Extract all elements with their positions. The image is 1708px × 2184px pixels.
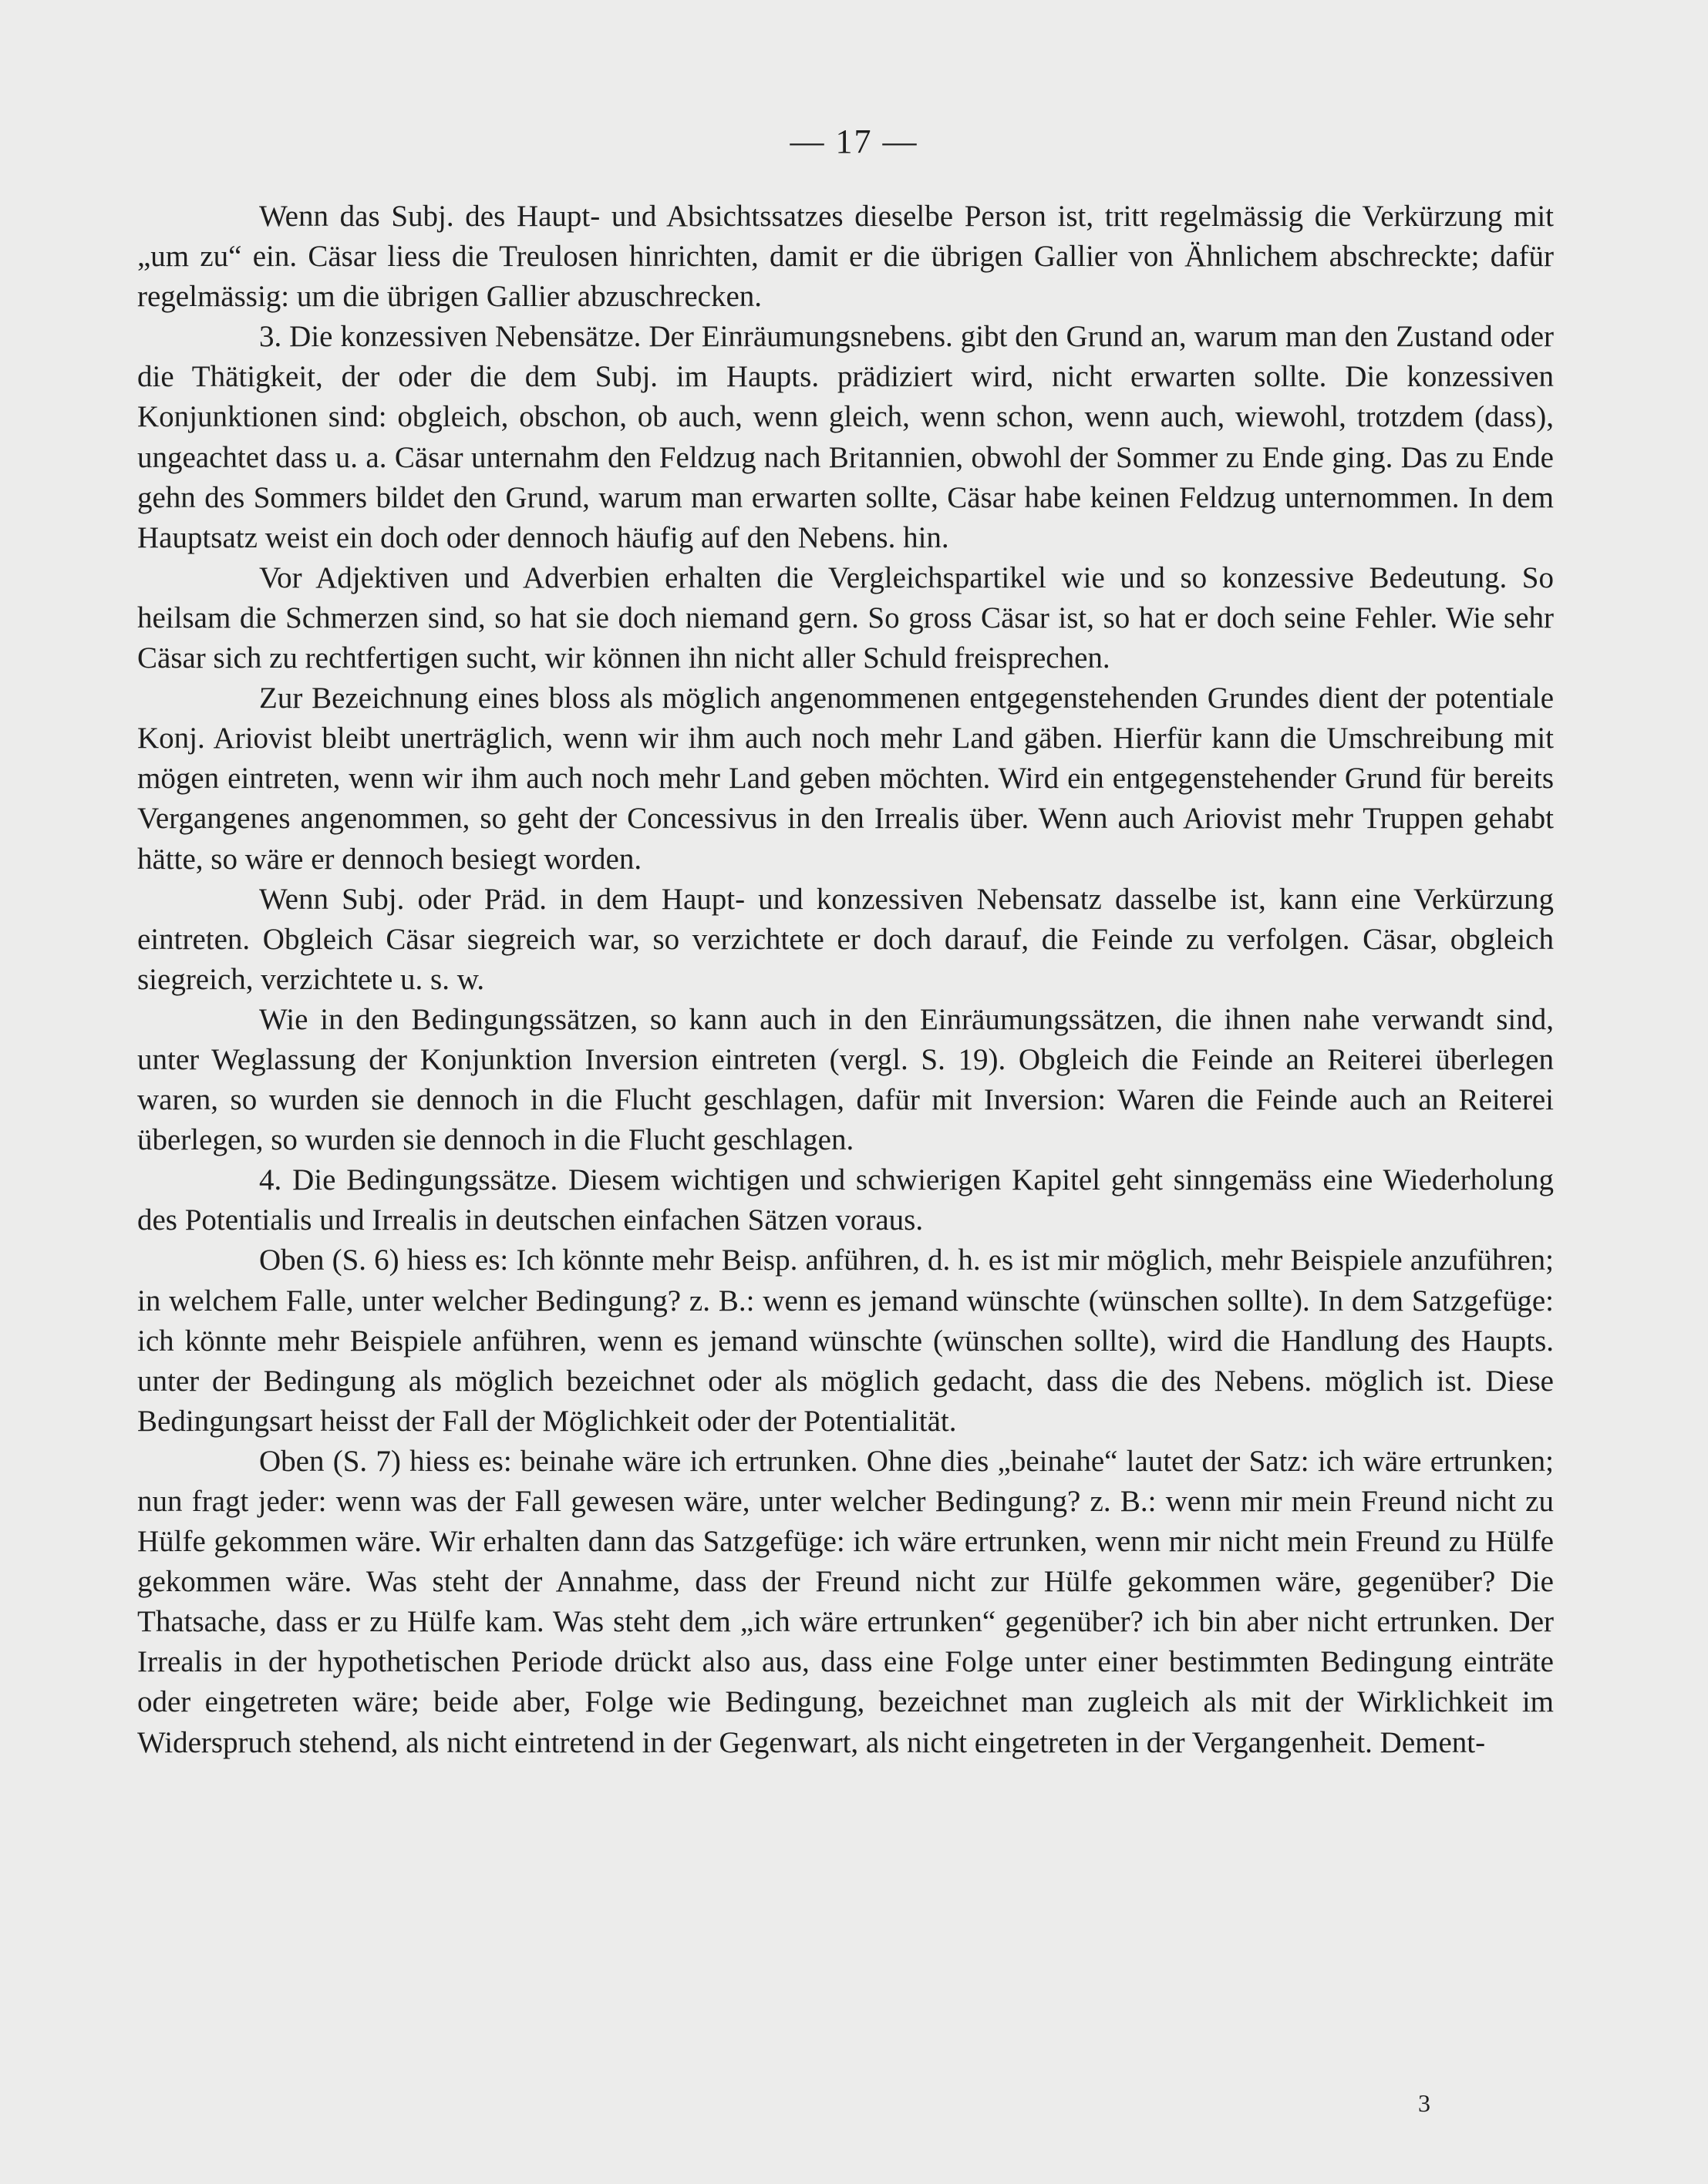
paragraph-concessive-shortening: Wenn Subj. oder Präd. in dem Haupt- und konzessiven Nebensatz dasselbe ist, kann eine Verkürzung eintreten. Obgleich Cäsar siegreich war, so verzichtete er doch darauf, die Feinde zu verfolgen. Cäsar, obgleich siegreich, verzichtete u. s. w.	[137, 882, 1554, 996]
body-text	[137, 197, 1554, 1763]
paragraph-concessive-clauses: 3. Die konzessiven Nebensätze. Der Einräumungsnebens. gibt den Grund an, warum man den Zustand oder die Thätigkeit, der oder die dem Subj. im Haupts. prädiziert wird, nicht erwarten sollte. Die konzessiven Konjunktionen sind: obgleich, obschon, ob auch, wenn gleich, wenn schon, wenn auch, wiewohl, trotzdem (dass), ungeachtet dass u. a. Cäsar unternahm den Feldzug nach Britannien, obwohl der Sommer zu Ende ging. Das zu Ende gehn des Sommers bildet den Grund, warum man erwarten sollte, Cäsar habe keinen Feldzug unternommen. In dem Hauptsatz weist ein doch oder dennoch häufig auf den Nebens. hin.	[137, 320, 1554, 554]
paragraph-conditional-clauses: 4. Die Bedingungssätze. Diesem wichtigen und schwierigen Kapitel geht sinngemäss eine Wiederholung des Potentialis und Irrealis in deutschen einfachen Sätzen voraus.	[137, 1163, 1554, 1237]
paragraph-potentialis: Oben (S. 6) hiess es: Ich könnte mehr Beisp. anführen, d. h. es ist mir möglich, mehr Beispiele anzuführen; in welchem Falle, unter welcher Bedingung? z. B.: wenn es jemand wünschte (wünschen sollte). In dem Satzgefüge: ich könnte mehr Beispiele anführen, wenn es jemand wünschte (wünschen sollte), wird die Handlung des Haupts. unter der Bedingung als möglich bezeichnet oder als möglich gedacht, dass die des Nebens. möglich ist. Diese Bedingungsart heisst der Fall der Möglichkeit oder der Potentialität.	[137, 1243, 1554, 1438]
signature-mark: 3	[1418, 2089, 1430, 2117]
paragraph-purpose-clause-shortening: Wenn das Subj. des Haupt- und Absichtssatzes dieselbe Person ist, tritt regelmässig die Verkürzung mit „um zu“ ein. Cäsar liess die Treulosen hinrichten, damit er die übrigen Gallier von Ähnlichem abschreckte; dafür regelmässig: um die übrigen Gallier abzuschrecken.	[137, 200, 1554, 314]
paragraph-irrealis: Oben (S. 7) hiess es: beinahe wäre ich ertrunken. Ohne dies „beinahe“ lautet der Satz: ich wäre ertrunken; nun fragt jeder: wenn was der Fall gewesen wäre, unter welcher Bedingung? z. B.: wenn mir mein Freund nicht zu Hülfe gekommen wäre. Wir erhalten dann das Satzgefüge: ich wäre ertrunken, wenn mir nicht mein Freund zu Hülfe gekommen wäre. Was steht der Annahme, dass der Freund nicht zur Hülfe gekommen wäre, gegenüber? Die Thatsache, dass er zu Hülfe kam. Was steht dem „ich wäre ertrunken“ gegenüber? ich bin aber nicht ertrunken. Der Irrealis in der hypothetischen Periode drückt also aus, dass eine Folge unter einer bestimmten Bedingung einträte oder eingetreten wäre; beide aber, Folge wie Bedingung, bezeichnet man zugleich als mit der Wirklichkeit im Widerspruch stehend, als nicht eintretend in der Gegenwart, als nicht eingetreten in der Vergangenheit. Dement-	[137, 1444, 1554, 1759]
paragraph-comparison-particles: Vor Adjektiven und Adverbien erhalten die Vergleichspartikel wie und so konzessive Bedeutung. So heilsam die Schmerzen sind, so hat sie doch niemand gern. So gross Cäsar ist, so hat er doch seine Fehler. Wie sehr Cäsar sich zu rechtfertigen sucht, wir können ihn nicht aller Schuld freisprechen.	[137, 560, 1554, 675]
paragraph-inversion: Wie in den Bedingungssätzen, so kann auch in den Einräumungssätzen, die ihnen nahe verwandt sind, unter Weglassung der Konjunktion Inversion eintreten (vergl. S. 19). Obgleich die Feinde an Reiterei überlegen waren, so wurden sie dennoch in die Flucht geschlagen, dafür mit Inversion: Waren die Feinde auch an Reiterei überlegen, so wurden sie dennoch in die Flucht geschlagen.	[137, 1002, 1554, 1157]
page-number: — 17 —	[790, 123, 918, 160]
paragraph-potential-subjunctive: Zur Bezeichnung eines bloss als möglich angenommenen entgegenstehenden Grundes dient der potentiale Konj. Ariovist bleibt unerträglich, wenn wir ihm auch noch mehr Land gäben. Hierfür kann die Umschreibung mit mögen eintreten, wenn wir ihm auch noch mehr Land geben möchten. Wird ein entgegenstehender Grund für bereits Vergangenes angenommen, so geht der Concessivus in den Irrealis über. Wenn auch Ariovist mehr Truppen gehabt hätte, so wäre er dennoch besiegt worden.	[137, 681, 1554, 876]
